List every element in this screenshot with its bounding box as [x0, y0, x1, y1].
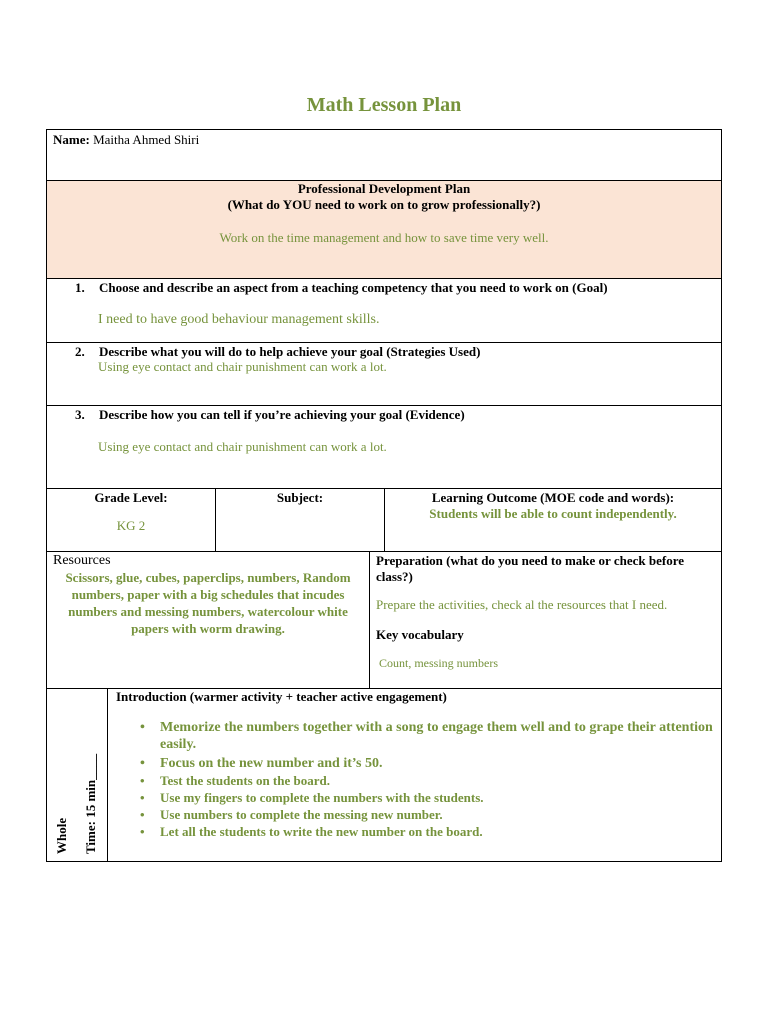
outcome-cell: [385, 489, 721, 551]
evidence-text: Describe how you can tell if you’re achieving your goal (Evidence): [99, 407, 465, 422]
strategies-number: 2.: [75, 344, 85, 359]
list-item: • Use numbers to complete the messing new number.: [136, 806, 713, 823]
goal-text: Choose and describe an aspect from a teaching competency that you need to work on (Goal): [99, 280, 608, 295]
intro-bullet-list: [136, 719, 713, 840]
page-title: Math Lesson Plan: [306, 94, 462, 116]
intro-heading: Introduction (warmer activity + teacher active engagement): [116, 689, 447, 704]
list-item: • Use my fingers to complete the numbers with the students.: [136, 789, 713, 806]
grade-value: KG 2: [116, 518, 146, 533]
grade-cell: [47, 489, 216, 551]
resources-cell: [47, 552, 370, 688]
grade-label: Grade Level:: [94, 490, 168, 505]
name-label: Name:: [53, 132, 90, 147]
strategies-text: Describe what you will do to help achieve your goal (Strategies Used): [99, 344, 481, 359]
list-item: • Test the students on the board.: [136, 772, 713, 789]
vocabulary-label: Key vocabulary: [376, 627, 464, 642]
resources-label: Resources: [53, 553, 111, 568]
evidence-section: [46, 405, 722, 489]
name-value: Maitha Ahmed Shiri: [93, 132, 200, 147]
grade-subject-row: [46, 488, 722, 552]
list-item: • Let all the students to write the new number on the board.: [136, 823, 713, 840]
intro-content-cell: [108, 689, 721, 861]
pd-answer: Work on the time management and how to save time very well.: [219, 230, 549, 245]
evidence-number: 3.: [75, 407, 85, 422]
strategies-section: [46, 342, 722, 406]
name-row: [46, 129, 722, 181]
resources-preparation-row: [46, 551, 722, 689]
goal-number: 1.: [75, 280, 85, 295]
list-item: • Focus on the new number and it’s 50.: [136, 755, 713, 772]
vocabulary-value: Count, messing numbers: [379, 656, 498, 670]
goal-question: [75, 280, 608, 296]
outcome-label: Learning Outcome (MOE code and words):: [431, 490, 675, 505]
strategies-question: [75, 344, 480, 360]
intro-side-time: Time: 15 min____: [83, 753, 98, 854]
pd-plan-section: [46, 180, 722, 279]
resources-value: Scissors, glue, cubes, paperclips, numbers, Random numbers, paper with a big schedules that incudes numbers and messing numbers, watercolour white papers with worm drawing.: [65, 570, 351, 636]
subject-label: Subject:: [276, 490, 324, 505]
evidence-question: [75, 407, 465, 423]
intro-side-cell: [47, 689, 108, 861]
outcome-value: Students will be able to count independently.: [429, 506, 677, 521]
subject-cell: [216, 489, 385, 551]
intro-side-whole: Whole: [54, 817, 69, 854]
preparation-value: Prepare the activities, check al the resources that I need.: [376, 597, 668, 612]
goal-section: [46, 278, 722, 343]
strategies-answer: Using eye contact and chair punishment can work a lot.: [98, 359, 387, 374]
introduction-section: [46, 688, 722, 862]
goal-answer: I need to have good behaviour management skills.: [98, 312, 380, 327]
pd-heading: Professional Development Plan: [297, 181, 471, 196]
list-item: • Memorize the numbers together with a song to engage them well and to grape their attention easily.: [136, 719, 713, 753]
preparation-label: Preparation (what do you need to make or check before class?): [376, 553, 685, 584]
evidence-answer: Using eye contact and chair punishment can work a lot.: [98, 439, 387, 454]
pd-subheading: (What do YOU need to work on to grow professionally?): [227, 197, 541, 212]
preparation-cell: [370, 552, 721, 688]
